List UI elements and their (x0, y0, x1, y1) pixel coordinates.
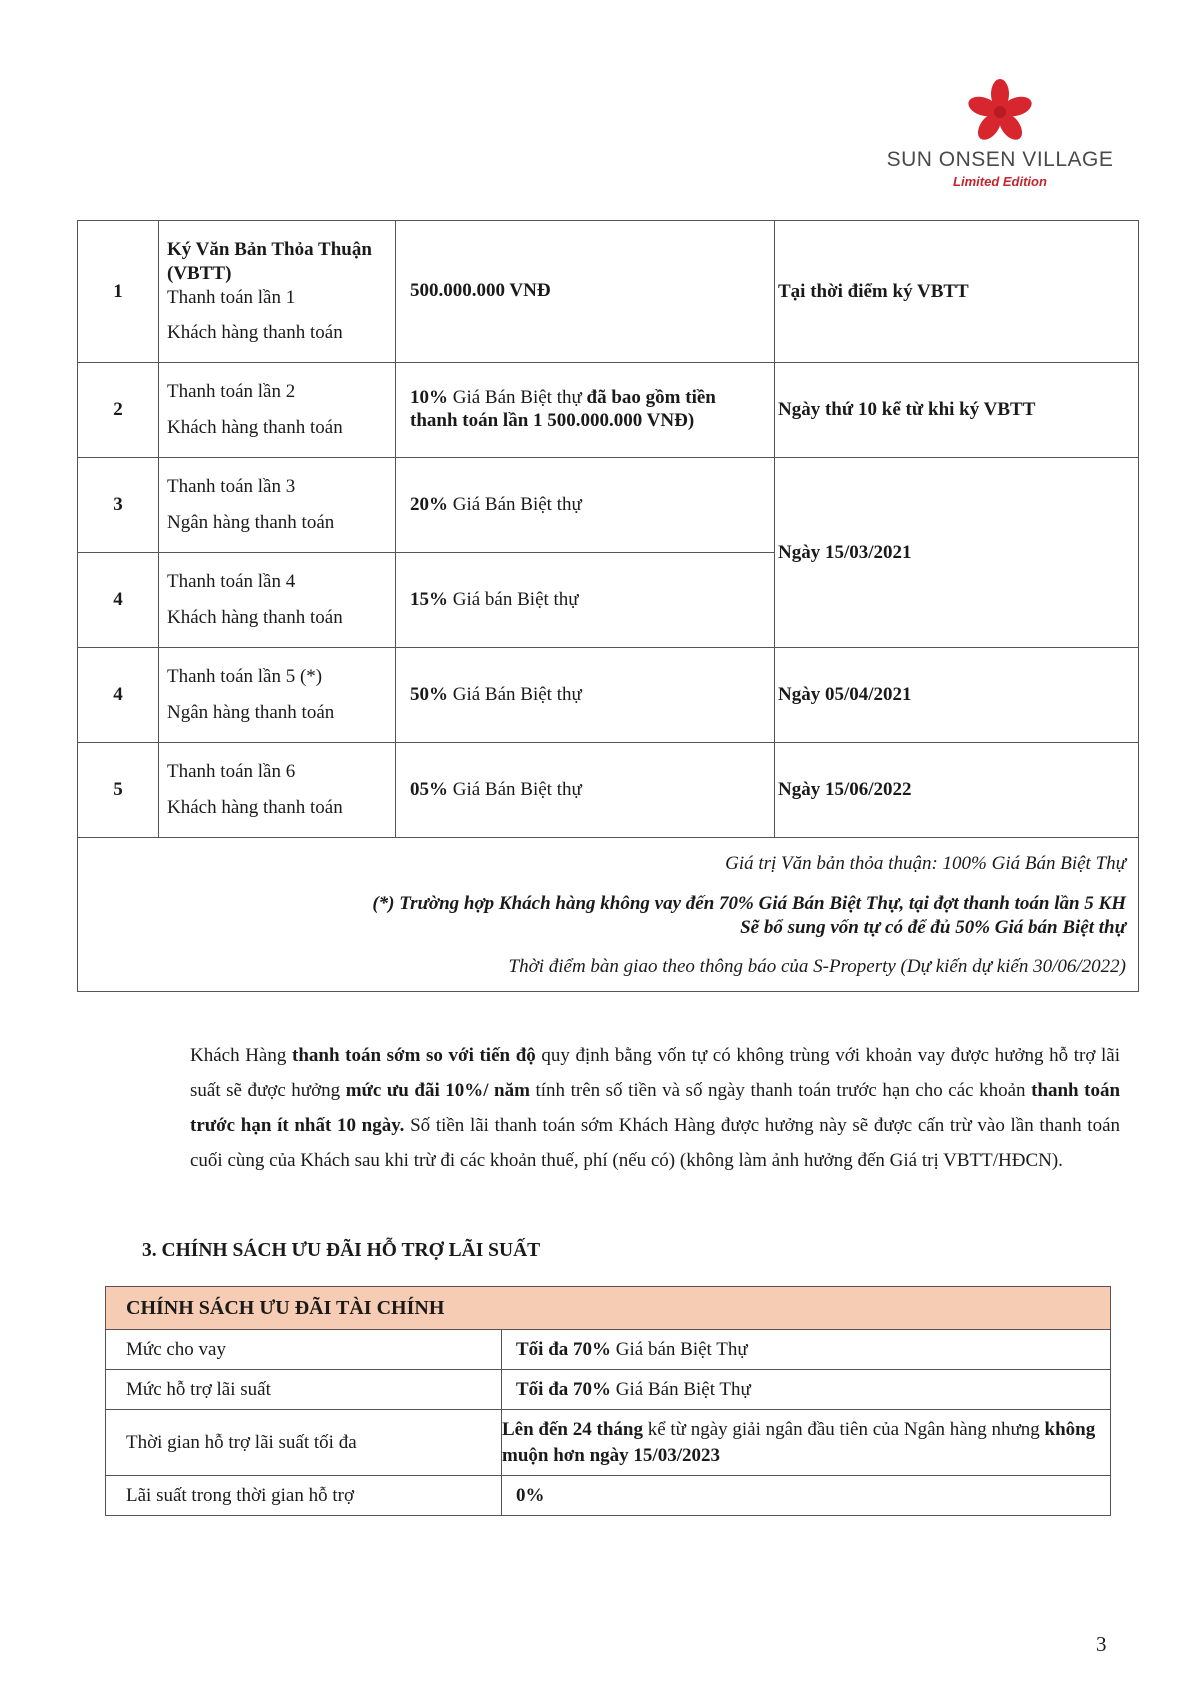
flower-logo-icon (962, 78, 1038, 144)
amount-cell (396, 648, 775, 743)
amount-text: 500.000.000 VNĐ (410, 280, 551, 302)
time-cell: Ngày 15/06/2022 (775, 743, 1139, 838)
page-number: 3 (1096, 1632, 1107, 1656)
installment-label: Thanh toán lần 3 (167, 476, 296, 498)
paragraph-emphasis: thanh toán trước hạn ít nhất 10 ngày. (190, 1080, 1121, 1136)
row-number: 3 (78, 458, 159, 553)
installment-cell (159, 553, 396, 648)
policy-value (502, 1330, 1111, 1370)
amount-cell (396, 743, 775, 838)
policy-label: Lãi suất trong thời gian hỗ trợ (106, 1476, 502, 1516)
installment-label: Thanh toán lần 5 (*) (167, 666, 323, 688)
time-cell: Ngày 05/04/2021 (775, 648, 1139, 743)
paragraph-emphasis: thanh toán sớm so với tiến độ (292, 1045, 536, 1066)
payer-label: Khách hàng thanh toán (167, 607, 343, 628)
paragraph-emphasis: mức ưu đãi 10%/ năm (345, 1080, 530, 1101)
table-row (106, 1476, 1111, 1516)
paragraph-text: Khách Hàng (190, 1045, 292, 1066)
installment-cell (159, 648, 396, 743)
row-number: 2 (78, 363, 159, 458)
amount-text: Giá Bán Biệt thự (448, 683, 582, 705)
installment-label: Thanh toán lần 6 (167, 761, 296, 783)
handover-note: Thời điểm bàn giao theo thông báo của S-Property (Dự kiến dự kiến 30/06/2022) (508, 956, 1126, 978)
table-row (106, 1370, 1111, 1410)
paragraph-text: quy định bằng vốn tự có không trùng với khoản vay được hưởng hỗ trợ lãi suất sẽ được hưởng (190, 1045, 1121, 1101)
payer-label: Ngân hàng thanh toán (167, 512, 335, 533)
paragraph-text: Số tiền lãi thanh toán sớm Khách Hàng được hưởng này sẽ được cấn trừ vào lần thanh toán cuối cùng của Khách sau khi trừ đi các khoản thuế, phí (nếu có) (không làm ảnh hưởng đến Giá trị VBTT/HĐCN). (190, 1115, 1120, 1171)
value-emphasis: 0% (516, 1484, 545, 1506)
notes-row (78, 838, 1139, 992)
policy-label: Mức hỗ trợ lãi suất (106, 1370, 502, 1410)
amount-percent: 10% (410, 387, 448, 409)
policy-label: Thời gian hỗ trợ lãi suất tối đa (106, 1410, 502, 1476)
table-row (106, 1410, 1111, 1476)
table-row (78, 743, 1139, 838)
installment-label: Thanh toán lần 2 (167, 381, 296, 403)
table-row (78, 363, 1139, 458)
value-emphasis: Tối đa 70% (516, 1338, 612, 1360)
brand-logo (880, 78, 1120, 189)
table-row (78, 221, 1139, 363)
value-text: kể từ ngày giải ngân đầu tiên của Ngân hàng nhưng (642, 1418, 1045, 1440)
installment-cell (159, 458, 396, 553)
table-header-row (106, 1287, 1111, 1330)
time-cell: Tại thời điểm ký VBTT (775, 221, 1139, 363)
installment-cell (159, 221, 396, 363)
installment-title: Ký Văn Bản Thỏa Thuận (VBTT) (167, 239, 372, 284)
amount-percent: 20% (410, 493, 448, 515)
policy-label: Mức cho vay (106, 1330, 502, 1370)
amount-cell (396, 458, 775, 553)
installment-label: Thanh toán lần 4 (167, 571, 296, 593)
amount-text: Giá bán Biệt thự (448, 588, 579, 610)
payer-label: Khách hàng thanh toán (167, 797, 343, 818)
value-emphasis: Lên đến 24 tháng (502, 1418, 643, 1440)
time-cell: Ngày thứ 10 kể từ khi ký VBTT (775, 363, 1139, 458)
loan-case-note-line2: Sẽ bổ sung vốn tự có để đủ 50% Giá bán Biệt thự (740, 916, 1126, 938)
table-row (106, 1330, 1111, 1370)
policy-value (502, 1476, 1111, 1516)
brand-name: SUN ONSEN VILLAGE (886, 148, 1114, 171)
row-number: 4 (78, 553, 159, 648)
amount-note: đã bao gồm tiền thanh toán lần 1 500.000.000 VNĐ) (410, 387, 716, 431)
notes-cell (78, 838, 1139, 992)
table-row (78, 458, 1139, 553)
value-emphasis: Tối đa 70% (516, 1378, 612, 1400)
value-text: Giá Bán Biệt Thự (611, 1378, 751, 1400)
payer-label: Ngân hàng thanh toán (167, 702, 335, 723)
amount-text: Giá Bán Biệt thự (448, 387, 587, 409)
amount-percent: 05% (410, 778, 448, 800)
amount-percent: 15% (410, 588, 448, 610)
table-header: CHÍNH SÁCH ƯU ĐÃI TÀI CHÍNH (106, 1287, 1111, 1330)
row-number: 4 (78, 648, 159, 743)
section-heading: 3. CHÍNH SÁCH ƯU ĐÃI HỖ TRỢ LÃI SUẤT (142, 1240, 541, 1261)
amount-text: Giá Bán Biệt thự (448, 778, 582, 800)
amount-cell (396, 363, 775, 458)
finance-policy-table (105, 1286, 1111, 1516)
time-cell: Ngày 15/03/2021 (775, 458, 1139, 648)
row-number: 5 (78, 743, 159, 838)
payer-label: Khách hàng thanh toán (167, 322, 343, 344)
early-payment-paragraph (190, 1038, 1120, 1178)
agreement-value-note: Giá trị Văn bản thỏa thuận: 100% Giá Bán Biệt Thự (725, 853, 1126, 874)
payer-label: Khách hàng thanh toán (167, 417, 343, 438)
brand-edition: Limited Edition (953, 174, 1047, 189)
table-row (78, 648, 1139, 743)
installment-cell (159, 363, 396, 458)
amount-cell (396, 553, 775, 648)
amount-percent: 50% (410, 683, 448, 705)
value-emphasis: không muộn hơn ngày 15/03/2023 (502, 1418, 1096, 1466)
value-text: Giá bán Biệt Thự (611, 1338, 748, 1360)
policy-value (502, 1410, 1111, 1476)
payment-schedule-table (77, 220, 1139, 992)
loan-case-note-line1: (*) Trường hợp Khách hàng không vay đến 70% Giá Bán Biệt Thự, tại đợt thanh toán lần 5 KH (372, 892, 1126, 914)
row-number: 1 (78, 221, 159, 363)
amount-cell (396, 221, 775, 363)
installment-cell (159, 743, 396, 838)
policy-value (502, 1370, 1111, 1410)
installment-label: Thanh toán lần 1 (167, 286, 296, 308)
paragraph-text: tính trên số tiền và số ngày thanh toán trước hạn cho các khoản (529, 1080, 1032, 1101)
amount-text: Giá Bán Biệt thự (448, 493, 582, 515)
